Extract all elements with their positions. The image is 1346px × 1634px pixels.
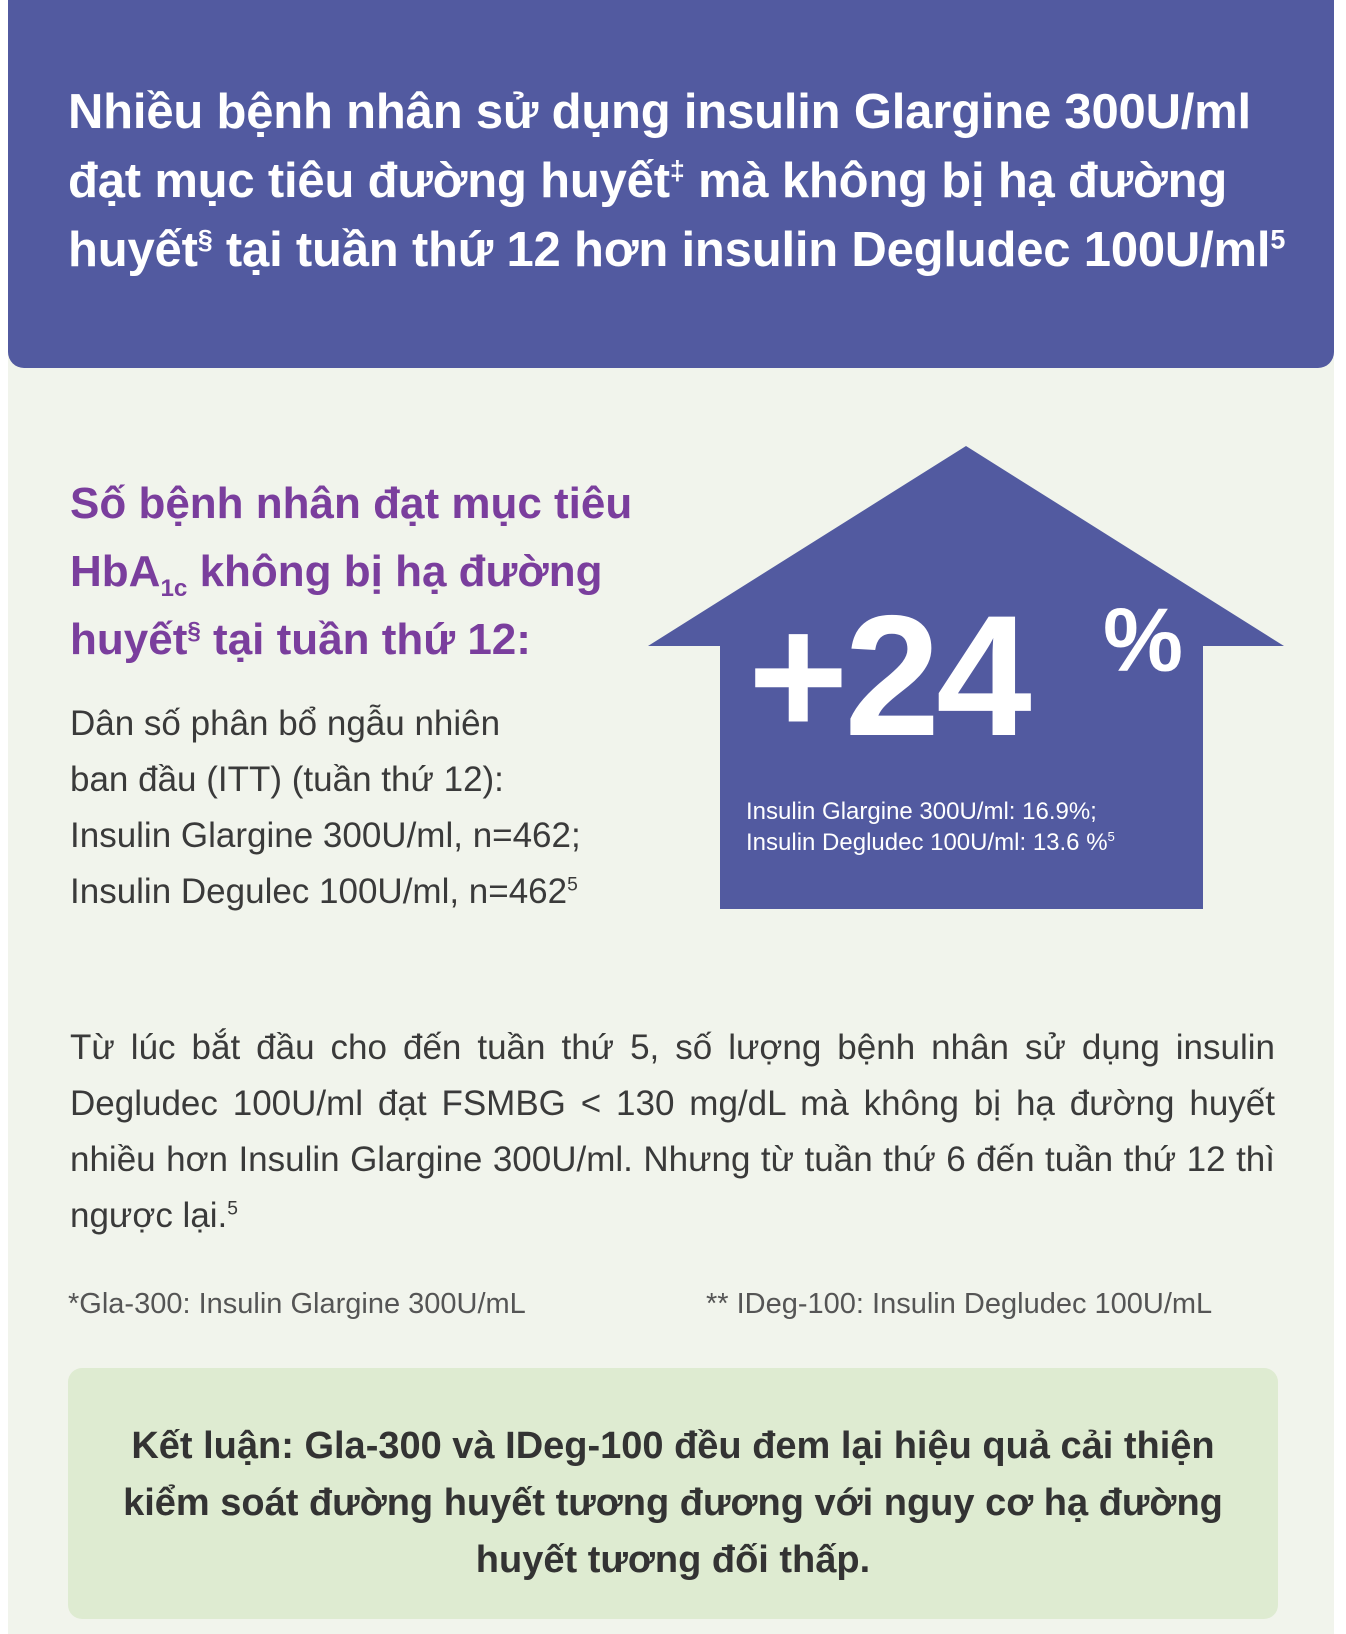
title-part-2: mà không bị hạ đường huyết xyxy=(68,154,1228,277)
title-mark-double-dagger: ‡ xyxy=(669,155,685,186)
page-title xyxy=(68,78,1294,285)
body-text: Từ lúc bắt đầu cho đến tuần thứ 5, số lượng bệnh nhân sử dụng insulin Degludec 100U/ml đạt FSMBG < 130 mg/dL mà không bị hạ đường huyết nhiều hơn Insulin Glargine 300U/ml. Nhưng từ tuần thứ 6 đến tuần thứ 12 thì ngược lại. xyxy=(70,1028,1275,1235)
population-line-2: ban đầu (ITT) (tuần thứ 12): xyxy=(70,760,504,799)
population-line-4-text: Insulin Degulec 100U/ml, n=462 xyxy=(70,872,568,911)
subhead-part-1: Số bệnh nhân đạt mục tiêu HbA xyxy=(70,479,633,596)
subhead-part-3: tại tuần thứ 12: xyxy=(200,615,531,664)
stat-reference: 5 xyxy=(1107,829,1115,844)
subhead-mark-section: § xyxy=(187,617,201,645)
subhead-part-2: không bị hạ đường huyết xyxy=(70,547,603,664)
footnote-ideg100: ** IDeg-100: Insulin Degludec 100U/mL xyxy=(706,1288,1213,1320)
conclusion-text: Kết luận: Gla-300 và IDeg-100 đều đem lại hiệu quả cải thiện kiểm soát đường huyết tương đương với nguy cơ hạ đường huyết tương đối thấp. xyxy=(123,1425,1223,1581)
stat-degludec xyxy=(746,827,1206,858)
subhead-subscript: 1c xyxy=(160,574,188,602)
title-mark-section: § xyxy=(197,224,213,255)
study-population xyxy=(70,696,670,920)
body-reference: 5 xyxy=(227,1198,238,1220)
section-heading xyxy=(70,470,670,674)
title-reference: 5 xyxy=(1270,224,1286,255)
title-part-3: tại tuần thứ 12 hơn insulin Degludec 100U/ml xyxy=(212,223,1271,277)
population-line-3: Insulin Glargine 300U/ml, n=462; xyxy=(70,816,581,855)
result-arrow-badge xyxy=(648,446,1284,909)
footnote-gla300: *Gla-300: Insulin Glargine 300U/mL xyxy=(68,1288,526,1320)
header-banner xyxy=(8,0,1334,368)
result-stats xyxy=(746,796,1206,858)
title-part-1: Nhiều bệnh nhân sử dụng insulin Glargine 300U/ml đạt mục tiêu đường huyết xyxy=(68,85,1251,208)
result-unit: % xyxy=(1103,591,1184,691)
body-paragraph xyxy=(70,1020,1275,1244)
conclusion-box xyxy=(68,1368,1278,1619)
stat-glargine: Insulin Glargine 300U/ml: 16.9%; xyxy=(746,798,1097,825)
population-line-1: Dân số phân bổ ngẫu nhiên xyxy=(70,704,501,743)
population-line-4 xyxy=(70,864,670,920)
stat-degludec-text: Insulin Degludec 100U/ml: 13.6 % xyxy=(746,829,1108,856)
population-reference: 5 xyxy=(567,874,578,896)
result-value: +24 xyxy=(748,580,1028,772)
